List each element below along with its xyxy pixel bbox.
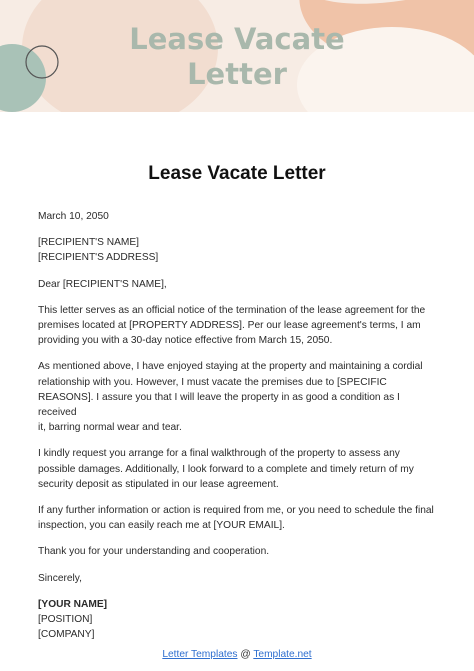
- thanks-line: Thank you for your understanding and cooperation.: [38, 546, 270, 558]
- signature-name: [YOUR NAME]: [38, 598, 108, 610]
- footer-separator: @: [237, 649, 254, 660]
- document-title: Lease Vacate Letter: [148, 163, 326, 184]
- paragraph-2: [38, 359, 440, 435]
- letter-date: March 10, 2050: [38, 211, 109, 222]
- header-banner: [0, 0, 474, 112]
- paragraph-line: As mentioned above, I have enjoyed staying at the property and maintaining a cordial: [38, 361, 423, 373]
- salutation: Dear [RECIPIENT'S NAME],: [38, 278, 167, 290]
- banner-title: [0, 22, 474, 92]
- paragraph-line: it, barring normal wear and tear.: [38, 422, 182, 434]
- banner-title-line2: Letter: [187, 57, 287, 91]
- recipient-block: [38, 235, 440, 265]
- paragraph-line: inspection, you can easily reach me at [YOUR EMAIL].: [38, 520, 285, 532]
- recipient-address: [RECIPIENT'S ADDRESS]: [38, 252, 159, 264]
- paragraph-line: This letter serves as an official notice of the termination of the lease agreement for the: [38, 304, 426, 316]
- recipient-name: [RECIPIENT'S NAME]: [38, 237, 140, 249]
- paragraph-1: [38, 303, 440, 349]
- paragraph-line: relationship with you. However, I must vacate the premises due to [SPECIFIC: [38, 376, 387, 388]
- banner-title-line1: Lease Vacate: [129, 22, 345, 56]
- paragraph-line: premises located at [PROPERTY ADDRESS]. Per our lease agreement's terms, I am: [38, 320, 421, 332]
- closing: Sincerely,: [38, 572, 82, 584]
- letter-templates-link[interactable]: Letter Templates: [162, 649, 238, 660]
- paragraph-line: security deposit as stipulated in our lease agreement.: [38, 478, 279, 490]
- paragraph-line: providing you with a 30-day notice effective from March 15, 2050.: [38, 335, 333, 347]
- paragraph-line: If any further information or action is required from me, or you need to schedule the final: [38, 505, 434, 517]
- paragraph-3: [38, 446, 440, 492]
- template-net-link[interactable]: Template.net: [253, 649, 312, 660]
- paragraph-line: I kindly request you arrange for a final walkthrough of the property to assess any: [38, 448, 400, 460]
- paragraph-line: REASONS]. I assure you that I will leave the property in as good a condition as I received: [38, 391, 400, 419]
- footer: [0, 649, 474, 660]
- paragraph-line: possible damages. Additionally, I look forward to a complete and timely return of my: [38, 463, 414, 475]
- signature-company: [COMPANY]: [38, 629, 95, 641]
- signature-block: [38, 597, 440, 643]
- paragraph-4: [38, 503, 440, 533]
- signature-position: [POSITION]: [38, 614, 93, 626]
- letter-body: [38, 209, 440, 653]
